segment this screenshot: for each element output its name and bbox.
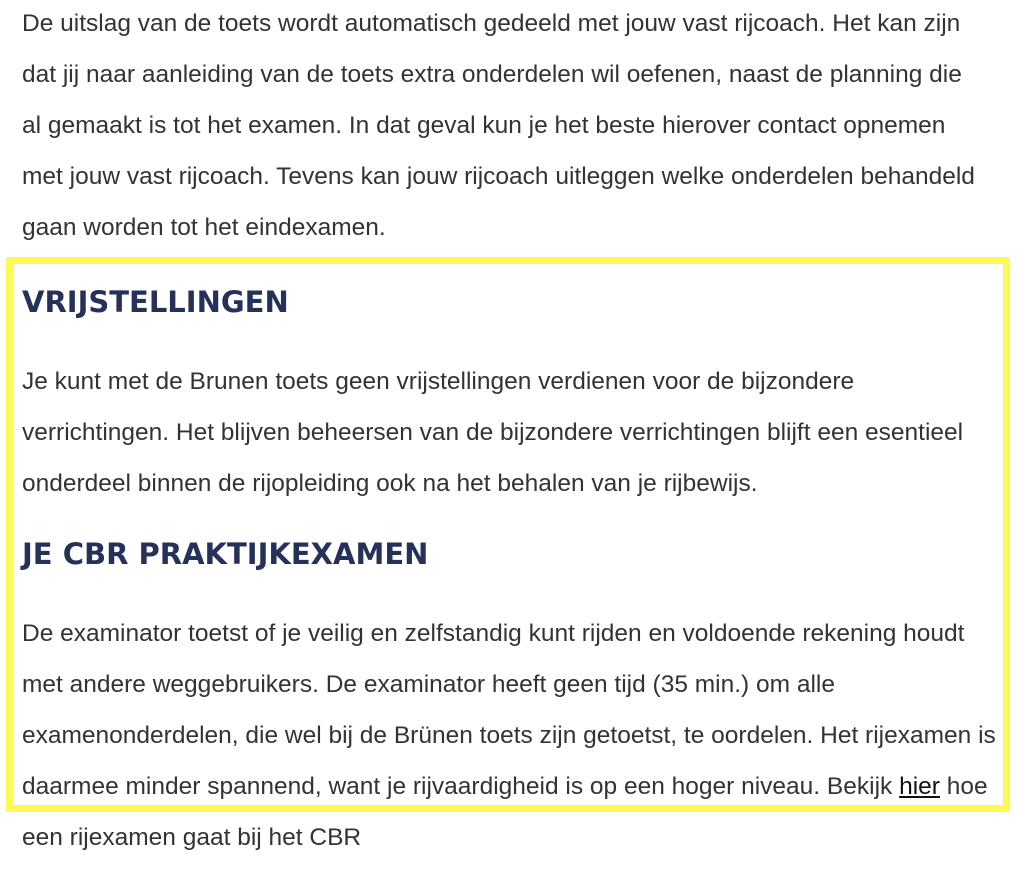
intro-paragraph: De uitslag van de toets wordt automatisch gedeeld met jouw vast rijcoach. Het kan zijn dat jij naar aanleiding van de toets extra onderdelen wil oefenen, naast de planning die al gemaakt is tot het examen. In dat geval kun je het beste hierover contact opnemen met jouw vast rijcoach. Tevens kan jouw rijcoach uitleggen welke onderdelen behandeld gaan worden tot het eindexamen. (22, 10, 975, 241)
cbr-text-before-link: De examinator toetst of je veilig en zelfstandig kunt rijden en voldoende rekening houdt met andere weggebruikers. De examinator heeft geen tijd (35 min.) om alle examenonderdelen, die wel bij de Brünen toets zijn getoetst, te oordelen. Het rijexamen is daarmee minder spannend, want je rijvaardigheid is op een hoger niveau. Bekijk (22, 620, 996, 800)
cbr-info-link[interactable]: hier (899, 773, 940, 800)
vrijstellingen-heading: VRIJSTELLINGEN (22, 285, 289, 319)
vrijstellingen-paragraph: Je kunt met de Brunen toets geen vrijstellingen verdienen voor de bijzondere verrichtingen. Het blijven beheersen van de bijzondere verrichtingen blijft een esentieel onderdeel binnen de rijopleiding ook na het behalen van je rijbewijs. (22, 368, 964, 497)
cbr-text-after-link: hoe een rijexamen gaat bij het CBR (22, 773, 988, 851)
cbr-exam-heading: JE CBR PRAKTIJKEXAMEN (22, 537, 429, 571)
cbr-exam-paragraph (22, 608, 1007, 863)
